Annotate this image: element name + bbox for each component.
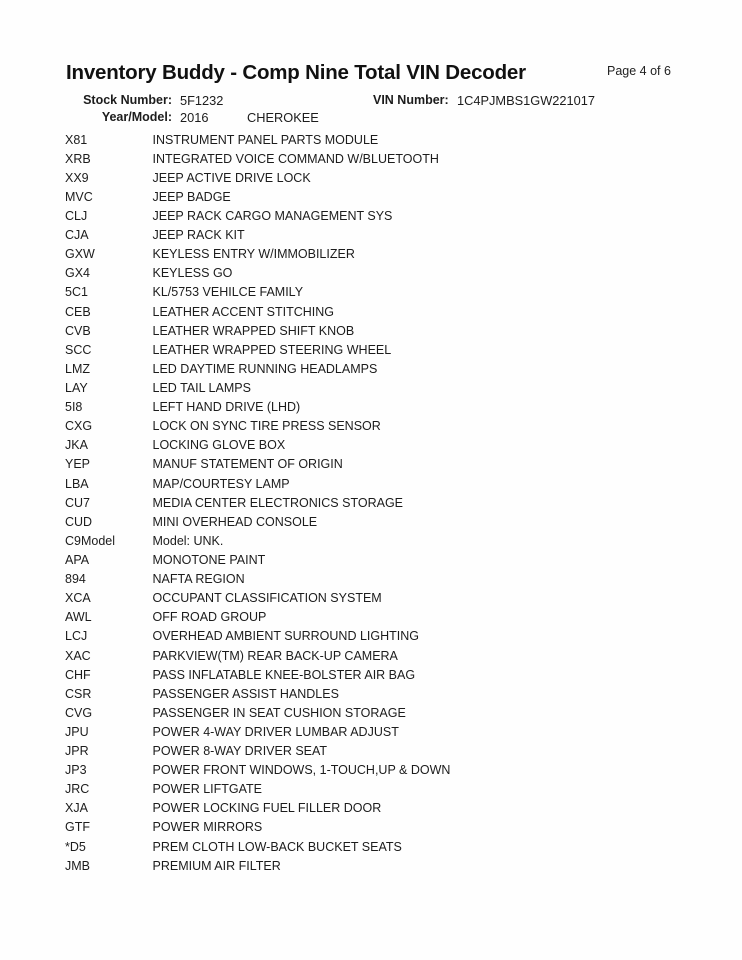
- option-code: LMZ: [65, 361, 90, 376]
- option-description: MONOTONE PAINT: [152, 552, 266, 567]
- option-row: [65, 742, 725, 761]
- option-code: XX9: [65, 170, 89, 185]
- option-row: [65, 245, 725, 264]
- option-codes-list: [65, 130, 725, 875]
- option-code: APA: [65, 552, 90, 567]
- option-code: JRC: [65, 782, 90, 797]
- option-code: CSR: [65, 686, 92, 701]
- option-description: POWER LOCKING FUEL FILLER DOOR: [152, 801, 382, 816]
- option-row: [65, 780, 725, 799]
- option-code: 894: [65, 572, 86, 587]
- option-code: JPR: [65, 744, 89, 759]
- option-code: AWL: [65, 610, 92, 625]
- option-code: X81: [65, 132, 88, 147]
- option-row: [65, 398, 725, 417]
- option-code: LBA: [65, 476, 89, 491]
- option-row: [65, 856, 725, 875]
- option-code: LCJ: [65, 629, 88, 644]
- option-code: CLJ: [65, 208, 88, 223]
- model-value: CHEROKEE: [247, 110, 319, 125]
- page-title: Inventory Buddy - Comp Nine Total VIN Decoder: [66, 61, 526, 84]
- option-row: [65, 570, 725, 589]
- option-row: [65, 283, 725, 302]
- option-row: [65, 684, 725, 703]
- option-row: [65, 436, 725, 455]
- option-code: C9Model: [65, 533, 116, 548]
- option-description: PASSENGER ASSIST HANDLES: [152, 686, 339, 701]
- option-row: [65, 455, 725, 474]
- option-row: [65, 378, 725, 397]
- option-row: [65, 493, 725, 512]
- option-description: MAP/COURTESY LAMP: [152, 476, 290, 491]
- option-row: [65, 264, 725, 283]
- option-description: JEEP RACK KIT: [152, 228, 245, 243]
- option-code: JP3: [65, 763, 87, 778]
- option-description: JEEP ACTIVE DRIVE LOCK: [152, 170, 311, 185]
- option-description: OVERHEAD AMBIENT SURROUND LIGHTING: [152, 629, 419, 644]
- option-description: LED DAYTIME RUNNING HEADLAMPS: [152, 361, 378, 376]
- option-row: [65, 512, 725, 531]
- option-code: CVB: [65, 323, 91, 338]
- option-description: POWER LIFTGATE: [152, 782, 262, 797]
- option-description: POWER FRONT WINDOWS, 1-TOUCH,UP & DOWN: [152, 763, 451, 778]
- option-row: [65, 130, 725, 149]
- option-row: [65, 168, 725, 187]
- option-code: CU7: [65, 495, 91, 510]
- option-code: LAY: [65, 380, 88, 395]
- option-description: PARKVIEW(TM) REAR BACK-UP CAMERA: [152, 648, 398, 663]
- option-code: XRB: [65, 151, 91, 166]
- option-description: INTEGRATED VOICE COMMAND W/BLUETOOTH: [152, 151, 439, 166]
- option-description: OFF ROAD GROUP: [152, 610, 267, 625]
- option-code: CUD: [65, 514, 93, 529]
- option-description: MANUF STATEMENT OF ORIGIN: [152, 457, 343, 472]
- option-code: GXW: [65, 247, 95, 262]
- option-description: LEATHER WRAPPED STEERING WHEEL: [152, 342, 392, 357]
- option-description: POWER MIRRORS: [152, 820, 263, 835]
- option-row: [65, 206, 725, 225]
- option-row: [65, 226, 725, 245]
- option-row: [65, 359, 725, 378]
- option-code: 5C1: [65, 285, 88, 300]
- page-number-indicator: Page 4 of 6: [607, 64, 671, 78]
- option-description: JEEP RACK CARGO MANAGEMENT SYS: [152, 208, 393, 223]
- option-description: PREM CLOTH LOW-BACK BUCKET SEATS: [152, 839, 402, 854]
- option-row: [65, 531, 725, 550]
- option-row: [65, 799, 725, 818]
- option-description: PASS INFLATABLE KNEE-BOLSTER AIR BAG: [152, 667, 416, 682]
- option-description: LEATHER WRAPPED SHIFT KNOB: [152, 323, 355, 338]
- option-code: XAC: [65, 648, 91, 663]
- option-code: CJA: [65, 228, 89, 243]
- option-row: [65, 665, 725, 684]
- option-row: [65, 627, 725, 646]
- option-description: LEATHER ACCENT STITCHING: [152, 304, 335, 319]
- option-code: JPU: [65, 724, 89, 739]
- option-description: OCCUPANT CLASSIFICATION SYSTEM: [152, 591, 382, 606]
- option-row: [65, 550, 725, 569]
- option-row: [65, 321, 725, 340]
- option-row: [65, 149, 725, 168]
- option-code: JMB: [65, 858, 90, 873]
- option-row: [65, 187, 725, 206]
- year-model-label: Year/Model:: [101, 110, 172, 124]
- option-description: KEYLESS GO: [152, 266, 233, 281]
- option-description: MEDIA CENTER ELECTRONICS STORAGE: [152, 495, 404, 510]
- option-code: *D5: [65, 839, 86, 854]
- option-row: [65, 608, 725, 627]
- option-row: [65, 761, 725, 780]
- option-code: GTF: [65, 820, 90, 835]
- option-description: PASSENGER IN SEAT CUSHION STORAGE: [152, 705, 406, 720]
- option-row: [65, 703, 725, 722]
- option-row: [65, 837, 725, 856]
- option-row: [65, 589, 725, 608]
- option-row: [65, 722, 725, 741]
- option-code: CXG: [65, 419, 93, 434]
- option-code: CHF: [65, 667, 91, 682]
- option-code: JKA: [65, 438, 88, 453]
- vin-number-value: 1C4PJMBS1GW221017: [457, 93, 595, 108]
- option-description: KEYLESS ENTRY W/IMMOBILIZER: [152, 247, 355, 262]
- option-description: JEEP BADGE: [152, 189, 231, 204]
- option-description: LOCKING GLOVE BOX: [152, 438, 286, 453]
- option-description: Model: UNK.: [152, 533, 224, 548]
- option-description: LED TAIL LAMPS: [152, 380, 251, 395]
- option-row: [65, 474, 725, 493]
- stock-number-label: Stock Number:: [83, 93, 172, 107]
- option-code: XCA: [65, 591, 91, 606]
- option-code: CVG: [65, 705, 93, 720]
- year-value: 2016: [180, 110, 209, 125]
- option-code: GX4: [65, 266, 91, 281]
- option-description: LEFT HAND DRIVE (LHD): [152, 400, 301, 415]
- option-description: NAFTA REGION: [152, 572, 245, 587]
- option-code: SCC: [65, 342, 92, 357]
- option-code: YEP: [65, 457, 91, 472]
- option-description: LOCK ON SYNC TIRE PRESS SENSOR: [152, 419, 381, 434]
- option-description: POWER 4-WAY DRIVER LUMBAR ADJUST: [152, 724, 399, 739]
- option-description: KL/5753 VEHILCE FAMILY: [152, 285, 304, 300]
- option-row: [65, 302, 725, 321]
- option-description: POWER 8-WAY DRIVER SEAT: [152, 744, 328, 759]
- option-code: CEB: [65, 304, 91, 319]
- stock-number-value: 5F1232: [180, 93, 224, 108]
- option-description: MINI OVERHEAD CONSOLE: [152, 514, 318, 529]
- option-code: 5I8: [65, 400, 83, 415]
- option-row: [65, 340, 725, 359]
- option-code: XJA: [65, 801, 88, 816]
- option-row: [65, 417, 725, 436]
- option-description: PREMIUM AIR FILTER: [152, 858, 281, 873]
- option-code: MVC: [65, 189, 93, 204]
- option-row: [65, 818, 725, 837]
- vin-number-label: VIN Number:: [373, 93, 449, 107]
- option-row: [65, 646, 725, 665]
- option-description: INSTRUMENT PANEL PARTS MODULE: [152, 132, 379, 147]
